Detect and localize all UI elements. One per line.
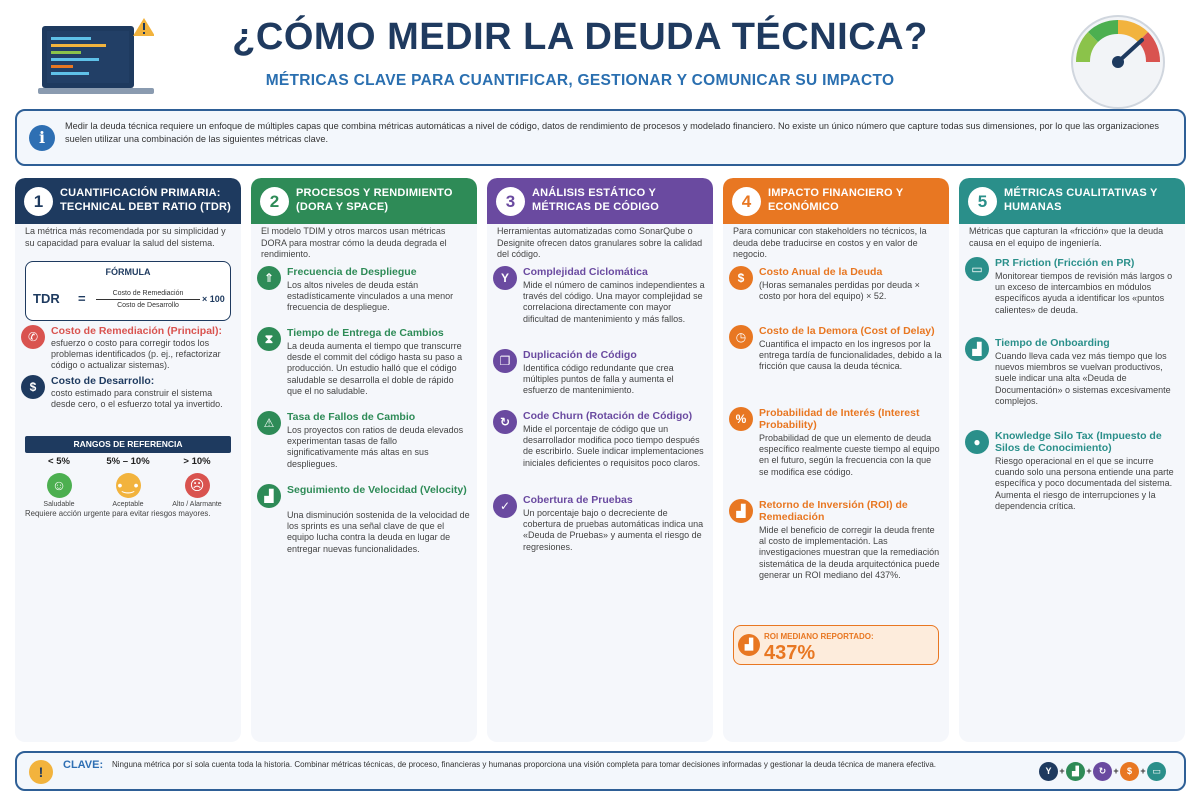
dollar-icon: $ [729, 266, 753, 290]
column-financial-impact [723, 178, 949, 742]
exclamation-icon: ! [29, 760, 53, 784]
formula-denominator: Costo de Desarrollo [117, 302, 179, 309]
branch-icon: Y [1039, 762, 1058, 781]
gauge-icon [1066, 10, 1170, 110]
roi-callout [733, 625, 939, 665]
column-header [723, 178, 949, 224]
item-title: Probabilidad de Interés (Interest Probability) [759, 407, 920, 431]
item-desc: Un porcentaje bajo o decreciente de cobertura de pruebas automáticas indica una «Deuda de Pruebas» y aumenta el riesgo de regresiones. [523, 508, 704, 552]
item-title: Complejidad Ciclomática [523, 266, 648, 278]
range-acceptable [96, 456, 160, 508]
duplicate-icon: ❐ [493, 349, 517, 373]
footer-chips [1039, 762, 1184, 782]
column-qualitative [959, 178, 1185, 742]
branch-icon: Y [493, 266, 517, 290]
item-title: Code Churn (Rotación de Código) [523, 410, 693, 422]
plus-sign: + [1113, 766, 1119, 776]
column-title: CUANTIFICACIÓN PRIMARIA: TECHNICAL DEBT RATIO (TDR) [60, 187, 232, 213]
item-title: Cobertura de Pruebas [523, 494, 633, 506]
item-desc: Riesgo operacional en el que se incurre cuando solo una persona entiende una parte específica y poco documentada del sistema. Aumenta el riesgo de interrupciones y la dependencia crítica. [995, 456, 1174, 511]
bar-chart-icon: ▟ [1066, 762, 1085, 781]
formula-lhs: TDR [33, 291, 60, 306]
plus-sign: + [1086, 766, 1092, 776]
sad-face-icon: ☹ [185, 473, 210, 498]
column-static-analysis [487, 178, 713, 742]
roi-value: 437% [764, 642, 816, 664]
footer-text: Ninguna métrica por sí sola cuenta toda la historia. Combinar métricas técnicas, de proceso, financieras y humanas proporciona una visión completa para tomar decisiones informadas y gestionar la deuda técnica de manera efectiva. [112, 760, 936, 769]
bar-chart-icon: ▟ [738, 634, 760, 656]
item-title: Costo de Remediación (Principal): [51, 325, 222, 337]
item-desc: Los proyectos con ratios de deuda elevados experimentan tasas de fallo significativamente más altas en sus despliegues. [287, 425, 464, 469]
happy-face-icon: ☺ [47, 473, 72, 498]
range-healthy [27, 456, 91, 508]
formula-box [25, 261, 231, 321]
dollar-icon: $ [21, 375, 45, 399]
item-desc: (Horas semanales perdidas por deuda × costo por hora del equipo) × 52. [759, 280, 920, 302]
formula-fraction [96, 290, 200, 309]
column-intro: Para comunicar con stakeholders no técnicos, la deuda debe traducirse en costos y en valor de negocio. [733, 226, 927, 259]
item-title: Costo de la Demora (Cost of Delay) [759, 325, 935, 337]
item-title: Duplicación de Código [523, 349, 637, 361]
column-number: 1 [24, 187, 53, 216]
bar-chart-icon: ▟ [729, 499, 753, 523]
percent-icon: % [729, 407, 753, 431]
column-header [959, 178, 1185, 224]
item-desc: Cuantifica el impacto en los ingresos por la entrega tardía de funcionalidades, debido a la fricción que causa la deuda técnica. [759, 339, 942, 372]
chat-icon: ▭ [1147, 762, 1166, 781]
column-title: ANÁLISIS ESTÁTICO Y MÉTRICAS DE CÓDIGO [532, 187, 660, 213]
range-value: 5% – 10% [106, 456, 150, 467]
item-desc: Mide el porcentaje de código que un desarrollador modifica poco tiempo después de escribirlo. Suele indicar implementaciones iniciales deficientes o requisitos poco claros. [523, 424, 704, 468]
plus-sign: + [1140, 766, 1146, 776]
column-number: 2 [260, 187, 289, 216]
item-desc: esfuerzo o costo para corregir todos los problemas identificados (p. ej., refactorizar código o actualizar sistemas). [51, 338, 221, 371]
formula-title: FÓRMULA [105, 267, 151, 277]
column-intro: La métrica más recomendada por su simplicidad y su capacidad para evaluar la salud del sistema. [25, 226, 226, 248]
formula-equals: = [78, 291, 86, 306]
item-desc: Identifica código redundante que crea múltiples puntos de falla y aumenta el esfuerzo de mantenimiento. [523, 363, 674, 396]
item-desc: La deuda aumenta el tiempo que transcurre desde el commit del código hasta su paso a producción. Un estudio halló que el código saludable se desarrolla el doble de rápido que el no saludable. [287, 341, 463, 396]
range-value: < 5% [48, 456, 70, 467]
range-value: > 10% [183, 456, 211, 467]
check-icon: ✓ [493, 494, 517, 518]
ranges-note: Requiere acción urgente para evitar riesgos mayores. [25, 509, 211, 518]
header [0, 0, 1200, 104]
page-title: ¿CÓMO MEDIR LA DEUDA TÉCNICA? [232, 16, 928, 58]
column-header [251, 178, 477, 224]
item-title: Tiempo de Onboarding [995, 337, 1110, 349]
plus-sign: + [1059, 766, 1065, 776]
footer-label: CLAVE: [63, 759, 104, 771]
phone-icon: ✆ [21, 325, 45, 349]
column-title: MÉTRICAS CUALITATIVAS Y HUMANAS [1004, 187, 1158, 213]
page-subtitle: MÉTRICAS CLAVE PARA CUANTIFICAR, GESTIONAR Y COMUNICAR SU IMPACTO [265, 72, 895, 89]
intro-text: Medir la deuda técnica requiere un enfoque de múltiples capas que combina métricas automáticas a nivel de código, datos de rendimiento de procesos y modelado financiero. No existe un único número que capture todas sus dimensiones, por lo que las organizaciones suelen utilizar una combinación de las siguientes métricas clave. [65, 121, 1159, 144]
roi-label: ROI MEDIANO REPORTADO: [764, 632, 874, 641]
stairs-icon: ▟ [965, 337, 989, 361]
column-number: 5 [968, 187, 997, 216]
column-title: IMPACTO FINANCIERO Y ECONÓMICO [768, 187, 904, 213]
formula-numerator: Costo de Remediación [96, 290, 200, 300]
item-title: Costo Anual de la Deuda [759, 266, 883, 278]
refresh-icon: ↻ [1093, 762, 1112, 781]
neutral-face-icon: •‿• [116, 473, 141, 498]
rocket-icon: ⇑ [257, 266, 281, 290]
ranges-title: RANGOS DE REFERENCIA [25, 436, 231, 453]
column-header [487, 178, 713, 224]
item-desc: Monitorear tiempos de revisión más largos o un exceso de intercambios en módulos específicos ayuda a identificar los «puntos calientes» de deuda. [995, 271, 1173, 315]
item-title: Tiempo de Entrega de Cambios [287, 327, 444, 339]
column-header [15, 178, 241, 224]
item-title: PR Friction (Fricción en PR) [995, 257, 1135, 269]
item-desc: Probabilidad de que un elemento de deuda específico realmente cueste tiempo al equipo en el futuro, según la frecuencia con la que se modifica ese código. [759, 433, 940, 477]
warning-icon: ⚠ [257, 411, 281, 435]
item-title: Retorno de Inversión (ROI) de Remediación [759, 499, 908, 523]
item-title: Seguimiento de Velocidad (Velocity) [287, 484, 467, 496]
refresh-icon: ↻ [493, 410, 517, 434]
laptop-warning-icon [38, 18, 154, 104]
item-title: Tasa de Fallos de Cambio [287, 411, 416, 423]
dollar-icon: $ [1120, 762, 1139, 781]
column-number: 4 [732, 187, 761, 216]
clock-icon: ◷ [729, 325, 753, 349]
range-label: Aceptable [112, 501, 144, 508]
person-icon: ● [965, 430, 989, 454]
item-desc: Una disminución sostenida de la velocidad de los sprints es una señal clave de que el equipo lucha contra la deuda en lugar de entregar nuevas funcionalidades. [287, 510, 470, 554]
footer-key [15, 751, 1186, 791]
range-label: Saludable [43, 501, 75, 508]
column-intro: El modelo TDIM y otros marcos usan métricas DORA para mostrar cómo la deuda degrada el rendimiento. [261, 226, 447, 259]
item-title: Costo de Desarrollo: [51, 375, 155, 387]
range-label: Alto / Alarmante [172, 501, 222, 508]
column-intro: Métricas que capturan la «fricción» que la deuda causa en el equipo de ingeniería. [969, 226, 1164, 248]
column-tdr [15, 178, 241, 742]
item-desc: Cuando lleva cada vez más tiempo que los nuevos miembros se vuelvan productivos, suele indicar una alta «Deuda de Documentación» o sistemas excesivamente complejos. [995, 351, 1171, 406]
bar-chart-icon: ▟ [257, 484, 281, 508]
item-desc: Mide el número de caminos independientes a través del código. Una mayor complejidad se correlaciona directamente con mayor dificultad de mantenimiento y más fallos. [523, 280, 705, 324]
column-dora-space [251, 178, 477, 742]
item-title: Frecuencia de Despliegue [287, 266, 417, 278]
column-title: PROCESOS Y RENDIMIENTO (DORA Y SPACE) [296, 187, 453, 213]
intro-box [15, 109, 1186, 166]
item-desc: costo estimado para construir el sistema desde cero, o el esfuerzo total ya invertido. [51, 388, 223, 410]
column-intro: Herramientas automatizadas como SonarQube o Designite ofrecen datos granulares sobre la calidad del código. [497, 226, 703, 259]
formula-multiplier: × 100 [202, 294, 225, 304]
item-title: Knowledge Silo Tax (Impuesto de Silos de Conocimiento) [995, 430, 1162, 454]
hourglass-icon: ⧗ [257, 327, 281, 351]
info-icon: i [29, 125, 55, 151]
chat-icon: ▭ [965, 257, 989, 281]
item-desc: Mide el beneficio de corregir la deuda frente al costo de implementación. Las investigaciones muestran que la remediación sistemática de la deuda arquitectónica puede generar un ROI mediano del 437%. [759, 525, 940, 580]
item-desc: Los altos niveles de deuda están estadísticamente vinculados a una menor frecuencia de despliegue. [287, 280, 454, 313]
range-alarming [165, 456, 229, 508]
column-number: 3 [496, 187, 525, 216]
